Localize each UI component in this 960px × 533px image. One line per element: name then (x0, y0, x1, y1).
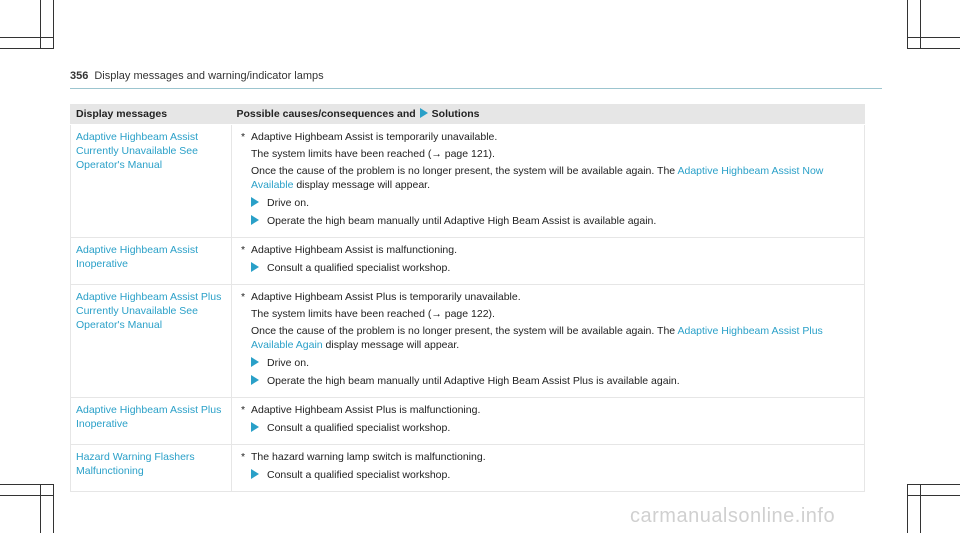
solution-cell (232, 125, 865, 238)
action-step: Consult a qualified specialist workshop. (237, 421, 859, 435)
cause: * Adaptive Highbeam Assist Plus is temporarily unavailable. (241, 291, 521, 303)
page-title: Display messages and warning/indicator lamps (94, 70, 324, 82)
cause: * The hazard warning lamp switch is malfunctioning. (241, 451, 486, 463)
column-header-causes-label: Possible causes/consequences and (236, 108, 416, 120)
crop-mark (0, 495, 53, 496)
crop-mark (907, 37, 960, 38)
table-header-row (71, 104, 865, 125)
solution-cell (232, 285, 865, 398)
crop-mark (920, 485, 921, 533)
cause: * Adaptive Highbeam Assist is malfunctioning. (241, 244, 458, 256)
header-rule (70, 88, 882, 89)
crop-mark (907, 48, 960, 49)
crop-mark (907, 485, 908, 533)
arrow-icon (251, 262, 259, 272)
arrow-icon (251, 197, 259, 207)
table-row (71, 445, 865, 492)
table-row (71, 398, 865, 445)
table-row (71, 238, 865, 285)
action-step: Drive on. (237, 196, 859, 210)
message-cell: Adaptive Highbeam Assist Plus Inoperative (71, 398, 232, 445)
table-row (71, 125, 865, 238)
column-header-solutions-label: Solutions (431, 108, 480, 120)
message-cell: Adaptive Highbeam Assist Plus Currently Unavailable See Operator's Manual (71, 285, 232, 398)
message-cell: Adaptive Highbeam Assist Inoperative (71, 238, 232, 285)
crop-mark (920, 0, 921, 48)
column-header-messages: Display messages (71, 104, 232, 125)
crop-mark (0, 37, 53, 38)
crop-mark (40, 485, 41, 533)
action-step: Operate the high beam manually until Adaptive High Beam Assist Plus is available again. (237, 374, 859, 388)
crop-mark (53, 485, 54, 533)
page-number: 356 (70, 70, 89, 82)
paragraph: Once the cause of the problem is no longer present, the system will be available again. The Adaptive Highbeam Assist Now Available display message will appear. (251, 165, 824, 191)
action-step: Operate the high beam manually until Adaptive High Beam Assist is available again. (237, 214, 859, 228)
page-header (70, 70, 324, 82)
arrow-icon (251, 215, 259, 225)
crop-mark (0, 48, 54, 49)
message-reference: Adaptive Highbeam Assist Plus Available Again (251, 325, 823, 351)
table-row (71, 285, 865, 398)
message-reference: Adaptive Highbeam Assist Now Available (251, 165, 824, 191)
messages-table (70, 104, 865, 492)
crop-mark (40, 0, 41, 48)
cause: * Adaptive Highbeam Assist is temporarily unavailable. (241, 131, 498, 143)
solution-cell (232, 238, 865, 285)
action-step: Consult a qualified specialist workshop. (237, 468, 859, 482)
paragraph: The system limits have been reached (→ page 122). (251, 308, 495, 320)
arrow-icon (420, 108, 428, 118)
paragraph: Once the cause of the problem is no longer present, the system will be available again. The Adaptive Highbeam Assist Plus Available Again display message will appear. (251, 325, 823, 351)
arrow-icon (251, 375, 259, 385)
crop-mark (0, 484, 54, 485)
paragraph: The system limits have been reached (→ page 121). (251, 148, 495, 160)
crop-mark (907, 484, 960, 485)
action-step: Drive on. (237, 356, 859, 370)
crop-mark (53, 0, 54, 48)
arrow-icon (251, 357, 259, 367)
watermark: carmanualsonline.info (630, 505, 836, 527)
action-step: Consult a qualified specialist workshop. (237, 261, 859, 275)
crop-mark (907, 0, 908, 48)
crop-mark (907, 495, 960, 496)
solution-cell (232, 445, 865, 492)
message-cell: Hazard Warning Flashers Malfunctioning (71, 445, 232, 492)
message-cell: Adaptive Highbeam Assist Currently Unavailable See Operator's Manual (71, 125, 232, 238)
solution-cell (232, 398, 865, 445)
column-header-causes (232, 104, 865, 125)
arrow-icon (251, 469, 259, 479)
cause: * Adaptive Highbeam Assist Plus is malfunctioning. (241, 404, 481, 416)
arrow-icon (251, 422, 259, 432)
